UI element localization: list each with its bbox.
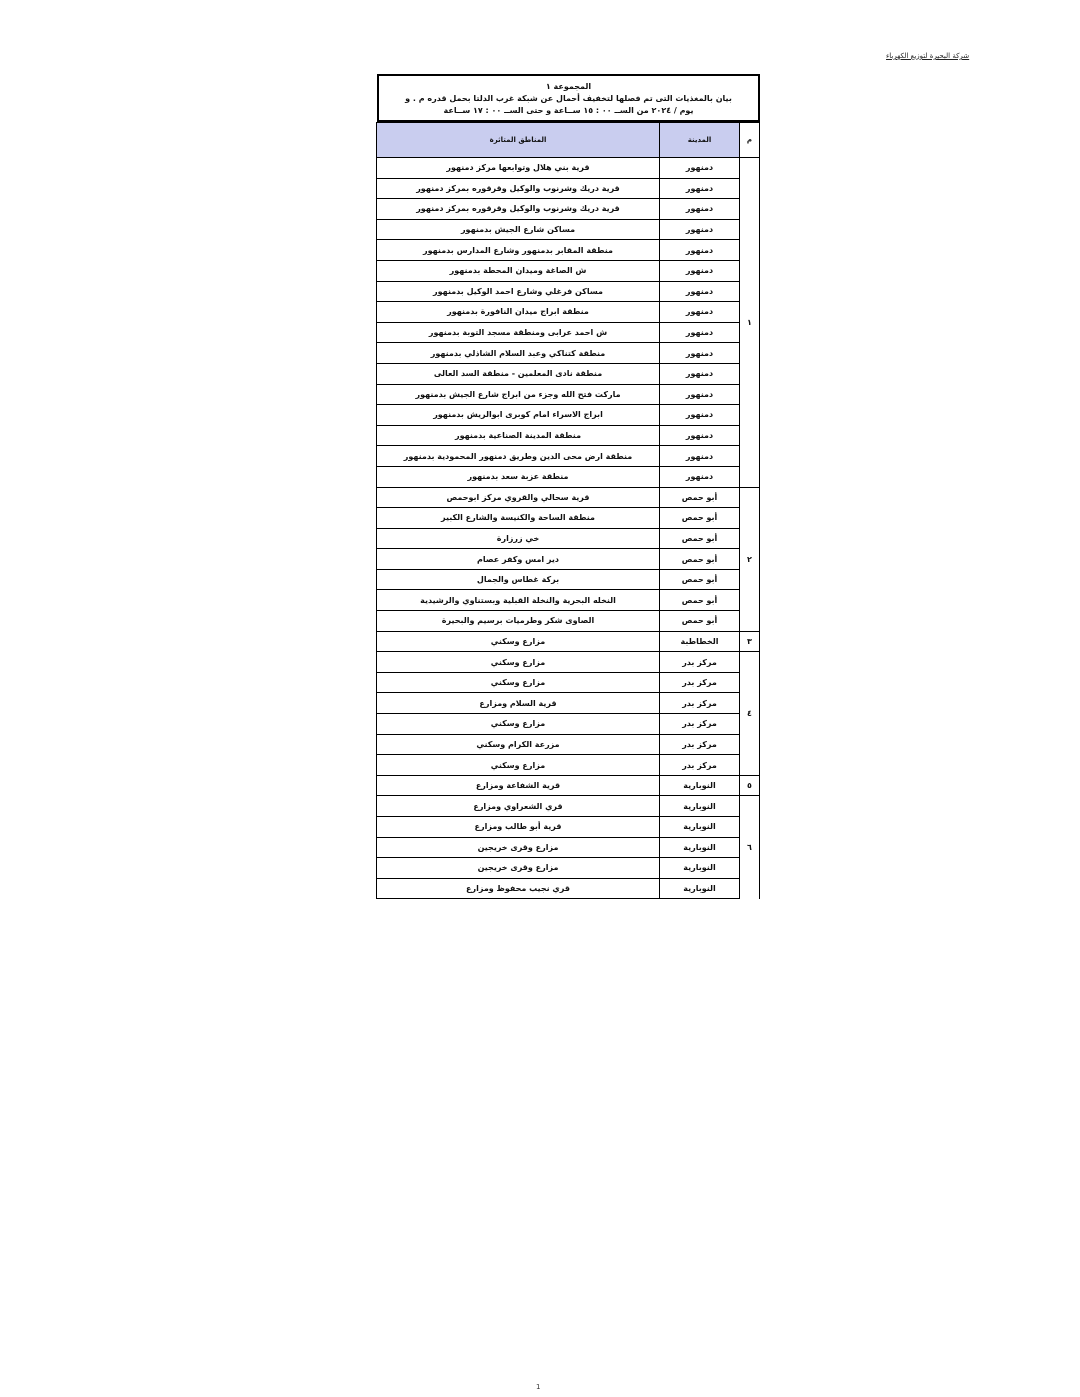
table-row: [377, 219, 760, 240]
city-cell: النوبارية: [660, 858, 740, 879]
table-row: [377, 590, 760, 611]
affected-area-cell: قرية دريك وشرنوب والوكيل وقرقوره بمركز دمنهور: [377, 199, 660, 220]
table-row: [377, 199, 760, 220]
group-number-cell: ٢: [740, 487, 760, 631]
affected-area-cell: مزارع وقرى خريجين: [377, 858, 660, 879]
affected-area-cell: مساكن شارع الجيش بدمنهور: [377, 219, 660, 240]
affected-area-cell: قرية السلام ومزارع: [377, 693, 660, 714]
affected-area-cell: مزارع وسكني: [377, 714, 660, 735]
city-cell: دمنهور: [660, 466, 740, 487]
table-row: [377, 755, 760, 776]
table-row: [377, 178, 760, 199]
affected-area-cell: منطقة المدينة الصناعية بدمنهور: [377, 425, 660, 446]
city-cell: مركز بدر: [660, 755, 740, 776]
table-row: [377, 714, 760, 735]
table-row: [377, 878, 760, 899]
affected-area-cell: منطقة ابراج ميدان النافورة بدمنهور: [377, 302, 660, 323]
city-cell: دمنهور: [660, 446, 740, 467]
affected-area-cell: مساكن فرغلي وشارع احمد الوكيل بدمنهور: [377, 281, 660, 302]
table-row: [377, 343, 760, 364]
affected-area-cell: منطقة المقابر بدمنهور وشارع المدارس بدمنهور: [377, 240, 660, 261]
table-row: [377, 487, 760, 508]
affected-area-cell: خي زرزارة: [377, 528, 660, 549]
table-row: [377, 302, 760, 323]
table-row: [377, 425, 760, 446]
table-row: [377, 817, 760, 838]
table-row: [377, 569, 760, 590]
affected-area-cell: بركة غطاس والجمال: [377, 569, 660, 590]
affected-area-cell: النخله البحرية والنخلة القبلية وبستناوي والرشيدية: [377, 590, 660, 611]
city-cell: مركز بدر: [660, 693, 740, 714]
city-cell: دمنهور: [660, 343, 740, 364]
affected-area-cell: منطقة نادى المعلمين - منطقة السد العالى: [377, 363, 660, 384]
affected-area-cell: منطقة ارض محى الدين وطريق دمنهور المحمودية بدمنهور: [377, 446, 660, 467]
group-number-cell: ٤: [740, 652, 760, 776]
table-row: [377, 158, 760, 179]
table-row: [377, 446, 760, 467]
page-number: 1: [536, 1383, 541, 1391]
affected-area-cell: ماركت فتح الله وجزء من ابراج شارع الجيش بدمنهور: [377, 384, 660, 405]
city-cell: الخطاطبة: [660, 631, 740, 652]
city-cell: النوبارية: [660, 775, 740, 796]
affected-area-cell: مزارع وسكني: [377, 755, 660, 776]
affected-area-cell: قرية دريك وشرنوب والوكيل وقرقوره بمركز دمنهور: [377, 178, 660, 199]
affected-area-cell: قرية أبو طالب ومزارع: [377, 817, 660, 838]
group-number-cell: ٦: [740, 796, 760, 899]
affected-area-cell: مزارع وسكني: [377, 672, 660, 693]
city-cell: دمنهور: [660, 302, 740, 323]
table-row: [377, 549, 760, 570]
group-title: المجموعة ١: [545, 82, 592, 91]
city-cell: دمنهور: [660, 199, 740, 220]
column-header-city: المدينة: [660, 123, 740, 158]
column-header-area: المناطق المتاثرة: [377, 123, 660, 158]
table-row: [377, 281, 760, 302]
affected-area-cell: قرية سحالي والقروي مركز ابوحمص: [377, 487, 660, 508]
table-row: [377, 652, 760, 673]
city-cell: دمنهور: [660, 260, 740, 281]
table-row: [377, 672, 760, 693]
table-body: [377, 158, 760, 899]
table-header-row: [377, 123, 760, 158]
affected-area-cell: مزرعة الكرام وسكني: [377, 734, 660, 755]
table-row: [377, 466, 760, 487]
table-row: [377, 858, 760, 879]
city-cell: مركز بدر: [660, 652, 740, 673]
city-cell: النوبارية: [660, 817, 740, 838]
affected-area-cell: ابراج الاسراء امام كوبرى ابوالريش بدمنهور: [377, 405, 660, 426]
city-cell: دمنهور: [660, 322, 740, 343]
table-row: [377, 322, 760, 343]
table-row: [377, 260, 760, 281]
affected-area-cell: مزارع وقرى خريجين: [377, 837, 660, 858]
city-cell: أبو حمص: [660, 549, 740, 570]
group-number-cell: ٣: [740, 631, 760, 652]
city-cell: أبو حمص: [660, 569, 740, 590]
city-cell: النوبارية: [660, 878, 740, 899]
affected-area-cell: قرية بني هلال وتوابعها مركز دمنهور: [377, 158, 660, 179]
city-cell: دمنهور: [660, 240, 740, 261]
city-cell: دمنهور: [660, 281, 740, 302]
city-cell: دمنهور: [660, 425, 740, 446]
group-number-cell: ٥: [740, 775, 760, 796]
city-cell: دمنهور: [660, 158, 740, 179]
city-cell: أبو حمص: [660, 611, 740, 632]
city-cell: مركز بدر: [660, 672, 740, 693]
load-shedding-sheet: [377, 74, 760, 899]
affected-area-cell: منطقة الساحة والكنيسة والشارع الكبير: [377, 508, 660, 529]
group-number-cell: ١: [740, 158, 760, 488]
affected-area-cell: قري الشعراوي ومزارع: [377, 796, 660, 817]
table-row: [377, 240, 760, 261]
city-cell: دمنهور: [660, 405, 740, 426]
affected-area-cell: مزارع وسكني: [377, 631, 660, 652]
table-row: [377, 611, 760, 632]
city-cell: دمنهور: [660, 219, 740, 240]
city-cell: دمنهور: [660, 178, 740, 199]
table-row: [377, 837, 760, 858]
company-name-link[interactable]: شركة البحيرة لتوزيع الكهرباء: [886, 52, 970, 60]
statement-date-time: يوم / ٢٠٢٤ من الســ ٠٠ : ١٥ ســاعة و حتى الســ ٠٠ : ١٧ ســاعة: [443, 106, 694, 115]
statement-title: بيان بالمغذيات التى تم فصلها لتخفيف أحمال عن شبكة غرب الدلتا بحمل قدره م . و: [405, 94, 732, 103]
table-header-box: [377, 74, 760, 122]
city-cell: أبو حمص: [660, 528, 740, 549]
table-row: [377, 631, 760, 652]
table-row: [377, 384, 760, 405]
city-cell: أبو حمص: [660, 487, 740, 508]
table-row: [377, 405, 760, 426]
table-row: [377, 796, 760, 817]
affected-area-cell: قرية الشفاعة ومزارع: [377, 775, 660, 796]
table-row: [377, 693, 760, 714]
feeders-table: [376, 122, 760, 899]
city-cell: مركز بدر: [660, 734, 740, 755]
city-cell: أبو حمص: [660, 590, 740, 611]
city-cell: النوبارية: [660, 796, 740, 817]
table-row: [377, 734, 760, 755]
city-cell: النوبارية: [660, 837, 740, 858]
table-row: [377, 363, 760, 384]
city-cell: دمنهور: [660, 363, 740, 384]
city-cell: دمنهور: [660, 384, 740, 405]
affected-area-cell: الصاوى شكر وطرميات برسيم والبحيرة: [377, 611, 660, 632]
affected-area-cell: قري نجيب محفوظ ومزارع: [377, 878, 660, 899]
table-row: [377, 775, 760, 796]
table-row: [377, 508, 760, 529]
affected-area-cell: ش احمد عرابى ومنطقة مسجد التوبة بدمنهور: [377, 322, 660, 343]
affected-area-cell: ش الصاغة وميدان المحطة بدمنهور: [377, 260, 660, 281]
affected-area-cell: منطقة عزبة سعد بدمنهور: [377, 466, 660, 487]
affected-area-cell: دير امس وكفر عصام: [377, 549, 660, 570]
column-header-number: م: [740, 123, 760, 158]
table-row: [377, 528, 760, 549]
affected-area-cell: منطقة كتناكي وعبد السلام الشاذلي بدمنهور: [377, 343, 660, 364]
affected-area-cell: مزارع وسكني: [377, 652, 660, 673]
city-cell: أبو حمص: [660, 508, 740, 529]
city-cell: مركز بدر: [660, 714, 740, 735]
